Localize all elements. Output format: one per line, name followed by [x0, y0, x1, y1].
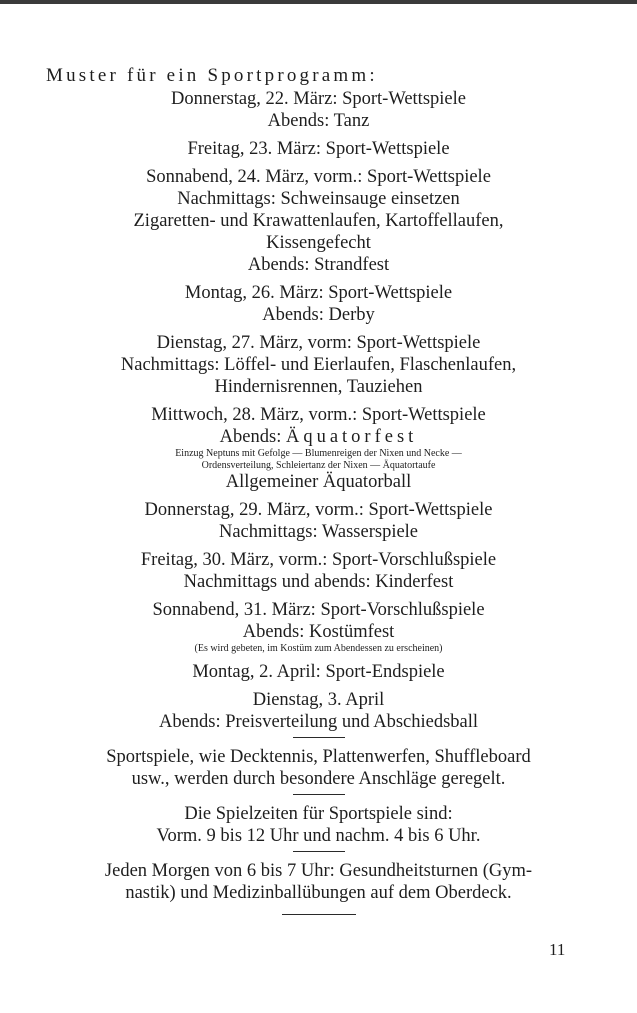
- note-line: Die Spielzeiten für Sportspiele sind:: [184, 803, 453, 824]
- event-line: [0, 426, 637, 448]
- divider-rule: [293, 794, 345, 795]
- divider-rule: [293, 737, 345, 738]
- schedule-entry: [0, 549, 637, 593]
- schedule-entry: [0, 166, 637, 276]
- schedule-line: Nachmittags: Wasserspiele: [218, 522, 419, 542]
- schedule-line: Freitag, 23. März: Sport-Wettspiele: [187, 139, 450, 159]
- schedule-line: Montag, 2. April: Sport-Endspiele: [192, 661, 445, 682]
- schedule-line: Nachmittags: Löffel- und Eierlaufen, Flaschenlaufen,: [120, 355, 517, 375]
- schedule-line: Donnerstag, 22. März: Sport-Wettspiele: [171, 89, 466, 109]
- schedule-line: Kissengefecht: [266, 233, 371, 253]
- schedule-entry: [0, 499, 637, 543]
- schedule-footnote: (Es wird gebeten, im Kostüm zum Abendessen zu erscheinen): [194, 643, 443, 654]
- note-line: Vorm. 9 bis 12 Uhr und nachm. 4 bis 6 Uhr.: [156, 825, 481, 846]
- schedule-entry: [0, 138, 637, 160]
- schedule-line: Abends: Tanz: [267, 111, 370, 131]
- event-label: Abends:: [219, 427, 286, 447]
- program-title: Muster für ein Sportprogramm:: [46, 65, 378, 86]
- schedule-line: Abends: Kostümfest: [242, 622, 395, 642]
- schedule-line: Freitag, 30. März, vorm.: Sport-Vorschlußspiele: [140, 550, 497, 570]
- schedule-line: Mittwoch, 28. März, vorm.: Sport-Wettspiele: [151, 405, 486, 425]
- note-line: Sportspiele, wie Decktennis, Plattenwerfen, Shuffleboard: [106, 746, 531, 767]
- divider-rule: [282, 914, 356, 915]
- schedule-line: Allgemeiner Äquatorball: [225, 472, 412, 492]
- schedule-list: [0, 88, 637, 733]
- schedule-line: Nachmittags und abends: Kinderfest: [183, 572, 454, 592]
- note-play-times: [0, 803, 637, 847]
- page-top-edge: [0, 0, 637, 4]
- schedule-line: Donnerstag, 29. März, vorm.: Sport-Wettspiele: [144, 500, 493, 520]
- note-line: nastik) und Medizinballübungen auf dem Oberdeck.: [125, 882, 512, 903]
- schedule-footnote: Ordensverteilung, Schleiertanz der Nixen — Äquatortaufe: [201, 459, 436, 471]
- schedule-line: Dienstag, 3. April: [252, 689, 385, 710]
- note-line: Jeden Morgen von 6 bis 7 Uhr: Gesundheitsturnen (Gym-: [104, 860, 533, 881]
- schedule-entry: [0, 332, 637, 398]
- schedule-line: Montag, 26. März: Sport-Wettspiele: [184, 283, 453, 303]
- schedule-line: Nachmittags: Schweinsauge einsetzen: [177, 189, 460, 209]
- schedule-entry: [0, 599, 637, 655]
- schedule-entry: [0, 88, 637, 132]
- note-line: usw., werden durch besondere Anschläge geregelt.: [131, 768, 506, 789]
- schedule-line: Zigaretten- und Krawattenlaufen, Kartoffellaufen,: [133, 211, 504, 231]
- schedule-line: Sonnabend, 31. März: Sport-Vorschlußspiele: [152, 600, 485, 620]
- schedule-entry: [0, 404, 637, 493]
- schedule-footnote: Einzug Neptuns mit Gefolge — Blumenreigen der Nixen und Necke —: [175, 448, 462, 459]
- note-sport-games: [0, 746, 637, 790]
- event-name: Äquatorfest: [285, 427, 418, 447]
- divider-rule: [293, 851, 345, 852]
- schedule-entry: [0, 282, 637, 326]
- schedule-line: Abends: Derby: [262, 305, 375, 325]
- schedule-line: Abends: Strandfest: [247, 255, 390, 275]
- note-morning-gymnastics: [0, 860, 637, 904]
- schedule-line: Dienstag, 27. März, vorm: Sport-Wettspiele: [156, 333, 481, 353]
- document-page: [0, 64, 637, 923]
- schedule-line: Hindernisrennen, Tauziehen: [214, 377, 423, 397]
- page-number: 11: [549, 940, 566, 959]
- schedule-entry: [0, 689, 637, 733]
- schedule-line: Sonnabend, 24. März, vorm.: Sport-Wettspiele: [146, 167, 491, 187]
- schedule-entry: [0, 661, 637, 683]
- schedule-line: Abends: Preisverteilung und Abschiedsball: [158, 711, 479, 732]
